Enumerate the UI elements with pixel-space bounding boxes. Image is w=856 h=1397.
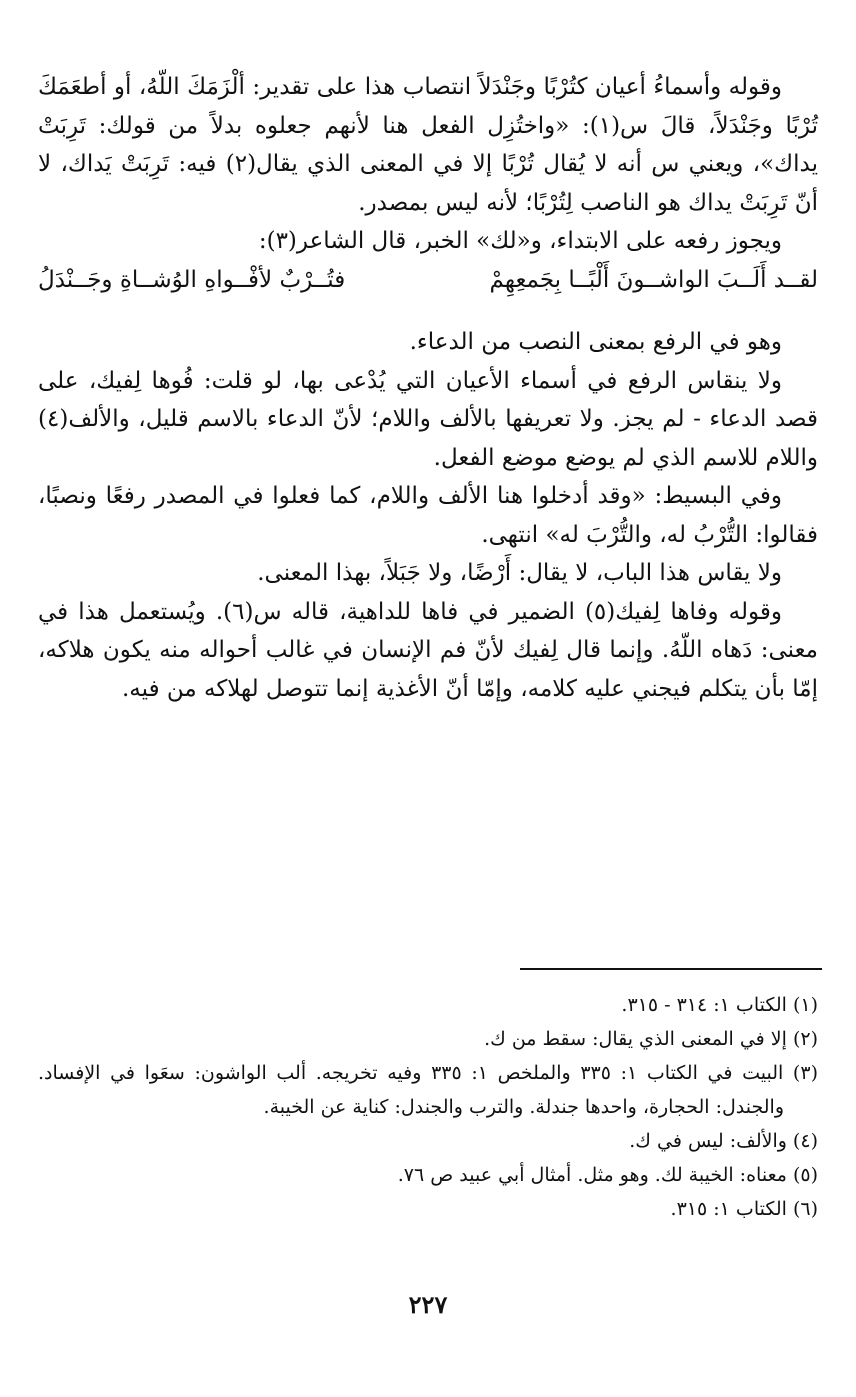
verse-second-hemistich: فتُــرْبٌ لأفْــواهِ الوُشــاةِ وجَــنْدَلُ: [38, 266, 346, 293]
main-text: [38, 68, 818, 708]
footnote-2: (٢) إلا في المعنى الذي يقال: سقط من ك.: [484, 1028, 818, 1050]
paragraph-7: وقوله وفاها لِفيك(٥) الضمير في فاها للداهية، قاله س(٦). ويُستعمل هذا في معنى: دَهاه اللّهُ. وإنما قال لِفيك لأنّ فم الإنسان في غالب أحواله منه يكون هلاكه، إمّا بأن يتكلم فيجني عليه كلامه، وإمّا أنّ الأغذية إنما تتوصل لهلاكه من فيه.: [38, 598, 818, 702]
poetry-verse: [38, 261, 818, 300]
verse-first-hemistich: لقــد أَلَــبَ الواشــونَ أَلْبًــا بِجَمعِهِمْ: [489, 266, 818, 293]
footnote-4: (٤) والألف: ليس في ك.: [629, 1130, 818, 1152]
paragraph-3: وهو في الرفع بمعنى النصب من الدعاء.: [409, 329, 782, 355]
paragraph-1: وقوله وأسماءُ أعيان كتُرْبًا وجَنْدَلاً انتصاب هذا على تقدير: ألْزَمَكَ اللّهُ، أو أطعَمَكَ تُرْبًا وجَنْدَلاً، قالَ س(١): «واختُزِل الفعل هنا لأنهم جعلوه بدلاً من قولك: تَرِبَتْ يداك»، ويعني س أنه لا يُقال تُرْبًا إلا في المعنى الذي يقال(٢) فيه: تَرِبَتْ يَداك، لا أنّ تَرِبَتْ يداك هو الناصب لِتُرْبًا؛ لأنه ليس بمصدر.: [38, 74, 819, 216]
footnote-1: (١) الكتاب ١: ٣١٤ - ٣١٥.: [621, 994, 818, 1016]
paragraph-5: وفي البسيط: «وقد أدخلوا هنا الألف واللام، كما فعلوا في المصدر رفعًا ونصبًا، فقالوا: التُّرْبُ له، والتُّرْبَ له» انتهى.: [38, 483, 818, 548]
footnotes: [38, 988, 818, 1226]
paragraph-4: ولا ينقاس الرفع في أسماء الأعيان التي يُدْعى بها، لو قلت: فُوها لِفيك، على قصد الدعاء - لم يجز. ولا تعريفها بالألف واللام؛ لأنّ الدعاء بالاسم قليل، والألف(٤) واللام للاسم الذي لم يوضع موضع الفعل.: [38, 367, 818, 471]
footnote-divider: [520, 968, 822, 970]
page-number: ٢٢٧: [408, 1290, 448, 1319]
footnote-5: (٥) معناه: الخيبة لك. وهو مثل. أمثال أبي عبيد ص ٧٦.: [397, 1164, 818, 1186]
footnote-3: (٣) البيت في الكتاب ١: ٣٣٥ والملخص ١: ٣٣٥ وفيه تخريجه. ألب الواشون: سعَوا في الإفساد. والجندل: الحجارة، واحدها جندلة. والترب والجندل: كناية عن الخيبة.: [38, 1062, 818, 1118]
paragraph-2: ويجوز رفعه على الابتداء، و«لك» الخبر، قال الشاعر(٣):: [258, 228, 782, 254]
paragraph-6: ولا يقاس هذا الباب، لا يقال: أَرْضًا، ولا جَبَلاً، بهذا المعنى.: [257, 560, 782, 586]
footnote-6: (٦) الكتاب ١: ٣١٥.: [670, 1198, 818, 1220]
